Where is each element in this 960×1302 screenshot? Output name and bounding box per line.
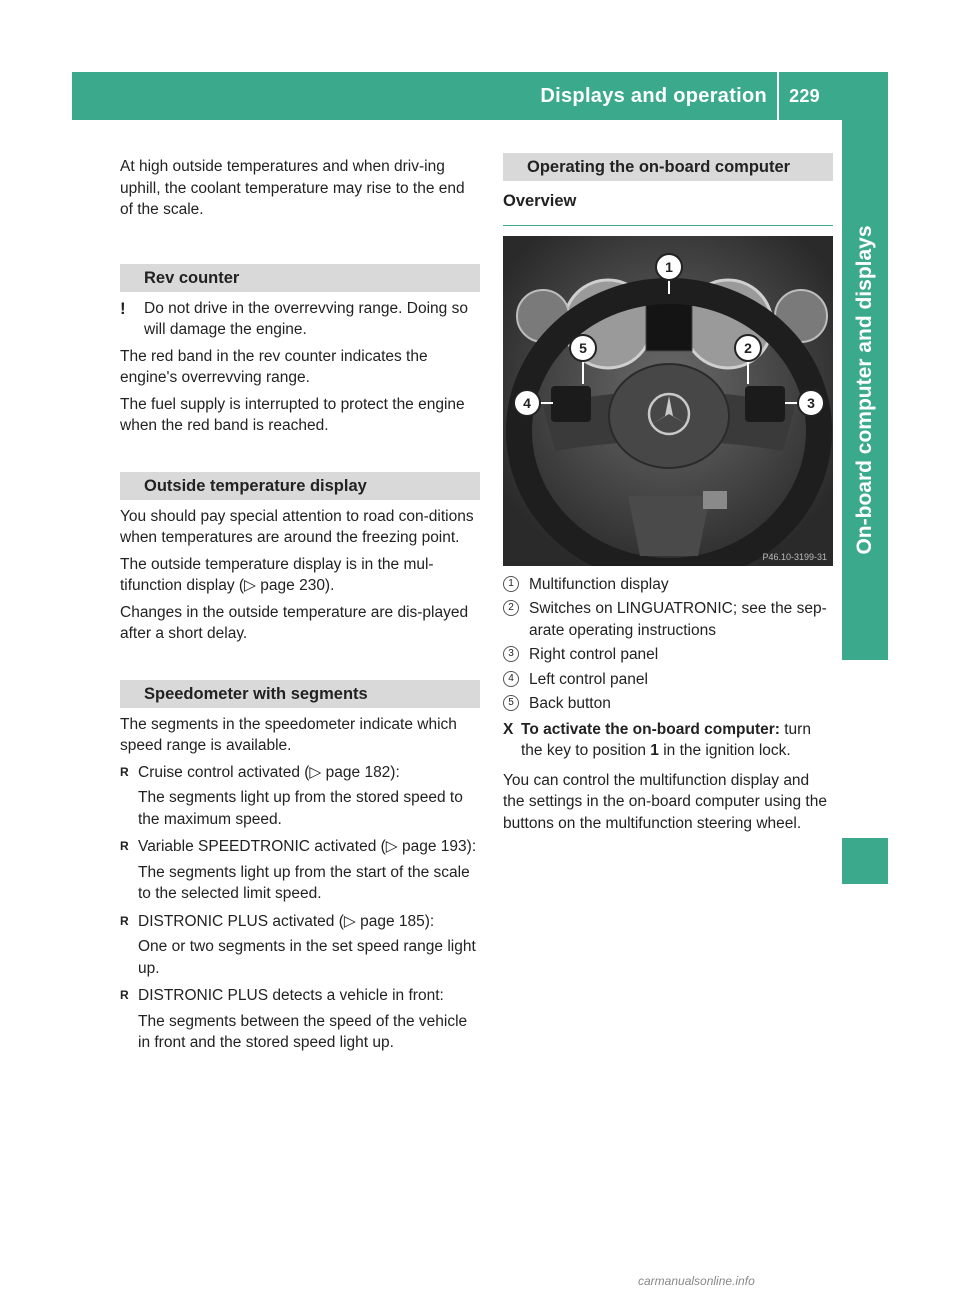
legend-text: Switches on LINGUATRONIC; see the sep-arate operating instructions (529, 600, 827, 639)
callout-label: 4 (523, 394, 531, 411)
legend-item (503, 693, 833, 715)
image-code: P46.10-3199-31 (762, 551, 827, 562)
warning-text: Do not drive in the overrevving range. Doing so will damage the engine. (144, 299, 468, 338)
right-column (503, 153, 833, 839)
callout-label: 5 (579, 339, 587, 356)
legend-number: 2 (503, 600, 519, 616)
legend-number: 1 (503, 576, 519, 592)
callout-label: 3 (807, 394, 815, 411)
bullet-text: Variable SPEEDTRONIC activated (▷ page 193): (138, 838, 477, 855)
legend-number: 3 (503, 646, 519, 662)
header-title: Displays and operation (540, 85, 768, 107)
callout-label: 2 (744, 339, 752, 356)
warning-block (120, 298, 480, 341)
callout-label: 1 (665, 258, 673, 275)
bullet-text: Cruise control activated (▷ page 182): (138, 763, 400, 781)
bullet-item (120, 836, 480, 858)
legend-item (503, 669, 833, 691)
legend-text: Left control panel (529, 670, 648, 688)
header-title-block (540, 72, 820, 120)
legend-item (503, 644, 833, 666)
control-paragraph: You can control the multifunction display and the settings in the on-board computer using the buttons on the multifunction steering wheel. (503, 771, 827, 832)
outside-temp-p1: You should pay special attention to road con-ditions when temperatures are around the freezing point. (120, 507, 474, 546)
page-header (72, 72, 888, 120)
action-text-b: in the ignition lock. (663, 742, 791, 759)
warning-icon: ! (120, 298, 126, 318)
outside-temp-p2: The outside temperature display is in the mul-tifunction display (▷ page 230). (120, 555, 434, 594)
legend-text: Multifunction display (529, 575, 669, 593)
rev-counter-p1: The red band in the rev counter indicates the engine's overrevving range. (120, 347, 428, 386)
action-text-a: turn the key to position (521, 720, 811, 759)
bullet-text: DISTRONIC PLUS activated (▷ page 185): (138, 912, 435, 930)
bullet-marker: R (120, 764, 129, 779)
legend-item (503, 574, 833, 596)
bullet-text: DISTRONIC PLUS detects a vehicle in front: (138, 987, 444, 1004)
left-column (120, 156, 480, 1060)
bullet-detail: The segments between the speed of the vehicle in front and the stored speed light up. (138, 1012, 468, 1051)
footer-watermark: carmanualsonline.info (638, 1274, 755, 1288)
bullet-detail: The segments light up from the start of the scale to the selected limit speed. (138, 863, 470, 902)
side-tab-marker (842, 838, 888, 884)
bullet-detail: One or two segments in the set speed range light up. (138, 938, 476, 977)
legend-number: 4 (503, 671, 519, 687)
rev-counter-p2: The fuel supply is interrupted to protect the engine when the red band is reached. (120, 395, 465, 434)
outside-temp-p3: Changes in the outside temperature are dis-played after a short delay. (120, 603, 469, 642)
bullet-marker: R (120, 988, 129, 1002)
steering-wheel-illustration (503, 236, 833, 566)
legend-text: Right control panel (529, 646, 659, 663)
intro-paragraph: At high outside temperatures and when driv-ing uphill, the coolant temperature may rise to the end of the scale. (120, 158, 465, 218)
legend-item (503, 598, 833, 641)
side-tab (842, 120, 888, 660)
legend-text: Back button (529, 695, 611, 712)
action-label: To activate the on-board computer: (521, 720, 780, 738)
page-number: 229 (789, 86, 820, 106)
overview-subheading: Overview (503, 192, 577, 210)
steering-wheel-image (503, 236, 833, 566)
outside-temp-heading: Outside temperature display (120, 472, 480, 500)
bullet-marker: R (120, 839, 129, 853)
rev-counter-heading: Rev counter (120, 264, 480, 292)
legend-number: 5 (503, 695, 519, 711)
bullet-item (120, 762, 480, 784)
bullet-marker: R (120, 913, 129, 928)
speedometer-p1: The segments in the speedometer indicate which speed range is available. (120, 715, 457, 754)
on-board-computer-heading: Operating the on-board computer (503, 153, 833, 181)
bullet-item (120, 911, 480, 933)
speedometer-heading: Speedometer with segments (120, 680, 480, 708)
header-divider (777, 72, 779, 120)
side-tab-label: On-board computer and displays (853, 225, 876, 555)
bullet-detail: The segments light up from the stored speed to the maximum speed. (138, 789, 463, 828)
action-marker: X (503, 720, 514, 738)
action-step (503, 719, 833, 762)
action-key-position: 1 (650, 742, 659, 759)
bullet-item (120, 985, 480, 1007)
